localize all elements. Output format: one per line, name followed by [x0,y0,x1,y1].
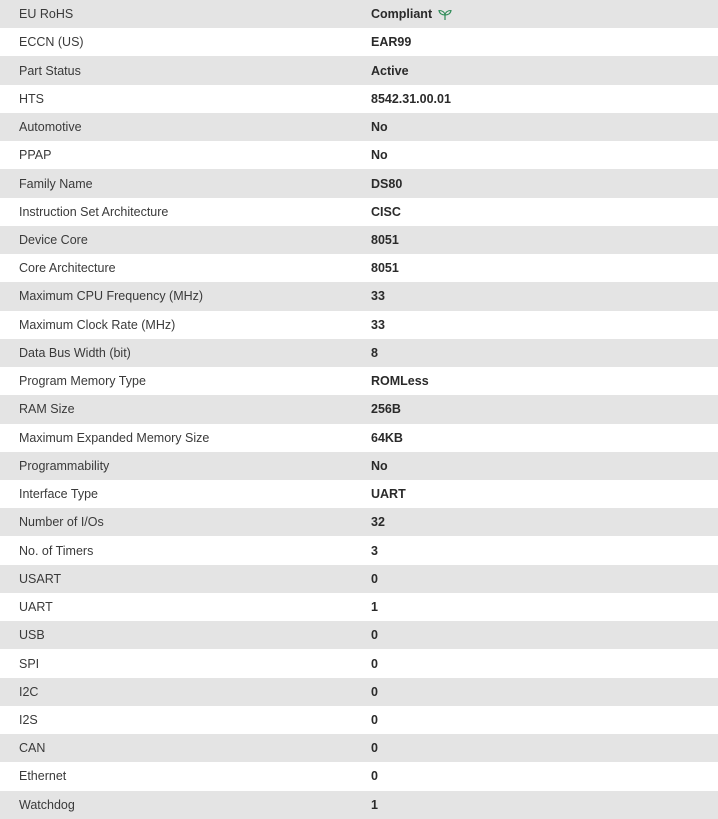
spec-attribute: Ethernet [19,769,67,784]
spec-value: ROMLess [371,374,429,389]
spec-row [0,339,718,367]
spec-value: 0 [371,741,378,756]
spec-value-cell [371,706,718,734]
spec-row [0,621,718,649]
spec-value-cell [371,339,718,367]
spec-value-cell [371,113,718,141]
spec-value: 0 [371,656,378,671]
spec-row [0,508,718,536]
spec-value: 8051 [371,232,399,247]
spec-attribute: I2C [19,684,39,699]
spec-value: 1 [371,797,378,812]
spec-attribute: Interface Type [19,487,98,502]
spec-value: 0 [371,712,378,727]
spec-row [0,141,718,169]
spec-value-cell [371,762,718,790]
spec-row [0,706,718,734]
spec-row [0,254,718,282]
spec-row [0,734,718,762]
spec-value: UART [371,487,406,502]
spec-row [0,311,718,339]
spec-row [0,762,718,790]
spec-attribute: CAN [19,741,46,756]
spec-row [0,791,718,819]
spec-value: DS80 [371,176,403,191]
spec-value-cell [371,28,718,56]
spec-value-cell [371,536,718,564]
spec-value-cell [371,254,718,282]
spec-value-cell [371,593,718,621]
spec-value: Active [371,63,409,78]
spec-value: 8 [371,345,378,360]
spec-row [0,226,718,254]
spec-value-cell [371,85,718,113]
spec-row [0,452,718,480]
spec-row [0,113,718,141]
spec-attribute: Family Name [19,176,93,191]
spec-value-cell [371,311,718,339]
spec-value-cell [371,395,718,423]
spec-attribute: UART [19,600,53,615]
spec-value-cell [371,452,718,480]
spec-value-cell [371,621,718,649]
spec-row [0,649,718,677]
spec-value: 33 [371,317,385,332]
spec-value-cell [371,424,718,452]
leaf-icon [438,9,452,21]
spec-attribute: EU RoHS [19,7,74,22]
spec-attribute: Device Core [19,232,88,247]
spec-row [0,565,718,593]
spec-value: 33 [371,289,385,304]
spec-row [0,0,718,28]
spec-row [0,593,718,621]
spec-row [0,395,718,423]
spec-row [0,536,718,564]
spec-value-cell [371,169,718,197]
spec-attribute: Maximum CPU Frequency (MHz) [19,289,204,304]
spec-value: 1 [371,600,378,615]
spec-row [0,480,718,508]
spec-row [0,198,718,226]
spec-value: 3 [371,543,378,558]
spec-row [0,169,718,197]
spec-value-cell [371,367,718,395]
spec-value-cell [371,56,718,84]
spec-attribute: Program Memory Type [19,374,146,389]
spec-attribute: Maximum Expanded Memory Size [19,430,210,445]
spec-value: 0 [371,769,378,784]
spec-value: 256B [371,402,401,417]
spec-value: No [371,148,388,163]
spec-attribute: SPI [19,656,40,671]
spec-attribute: HTS [19,91,44,106]
spec-attribute: Maximum Clock Rate (MHz) [19,317,176,332]
spec-row [0,56,718,84]
spec-value-cell [371,282,718,310]
spec-value-cell [371,226,718,254]
spec-value-cell [371,678,718,706]
spec-value: 8051 [371,261,399,276]
spec-row [0,85,718,113]
spec-value-cell [371,791,718,819]
spec-attribute: Programmability [19,458,110,473]
spec-row [0,424,718,452]
spec-attribute: No. of Timers [19,543,94,558]
spec-attribute: ECCN (US) [19,35,84,50]
spec-attribute: Watchdog [19,797,75,812]
spec-row [0,28,718,56]
spec-value-cell [371,565,718,593]
spec-value: 0 [371,628,378,643]
spec-value: No [371,120,388,135]
spec-value: EAR99 [371,35,412,50]
spec-value: 0 [371,684,378,699]
spec-value-cell [371,649,718,677]
spec-attribute: Core Architecture [19,261,116,276]
spec-value-cell [371,508,718,536]
spec-attribute: Number of I/Os [19,515,104,530]
spec-attribute: PPAP [19,148,52,163]
spec-attribute: I2S [19,712,38,727]
spec-value-cell [371,480,718,508]
spec-attribute: Data Bus Width (bit) [19,345,131,360]
spec-value: 0 [371,571,378,586]
spec-value: 8542.31.00.01 [371,91,451,106]
spec-value-cell [371,734,718,762]
spec-value: No [371,458,388,473]
spec-value-cell [371,198,718,226]
spec-row [0,678,718,706]
spec-attribute: Instruction Set Architecture [19,204,169,219]
spec-attribute: Part Status [19,63,81,78]
spec-attribute: RAM Size [19,402,75,417]
spec-value-cell [371,141,718,169]
spec-value-cell [371,0,718,28]
spec-row [0,367,718,395]
spec-attribute: USB [19,628,45,643]
spec-value: 64KB [371,430,403,445]
spec-attribute: USART [19,571,62,586]
spec-attribute: Automotive [19,120,82,135]
spec-value: 32 [371,515,385,530]
spec-value: Compliant [371,7,433,22]
spec-row [0,282,718,310]
spec-value: CISC [371,204,401,219]
